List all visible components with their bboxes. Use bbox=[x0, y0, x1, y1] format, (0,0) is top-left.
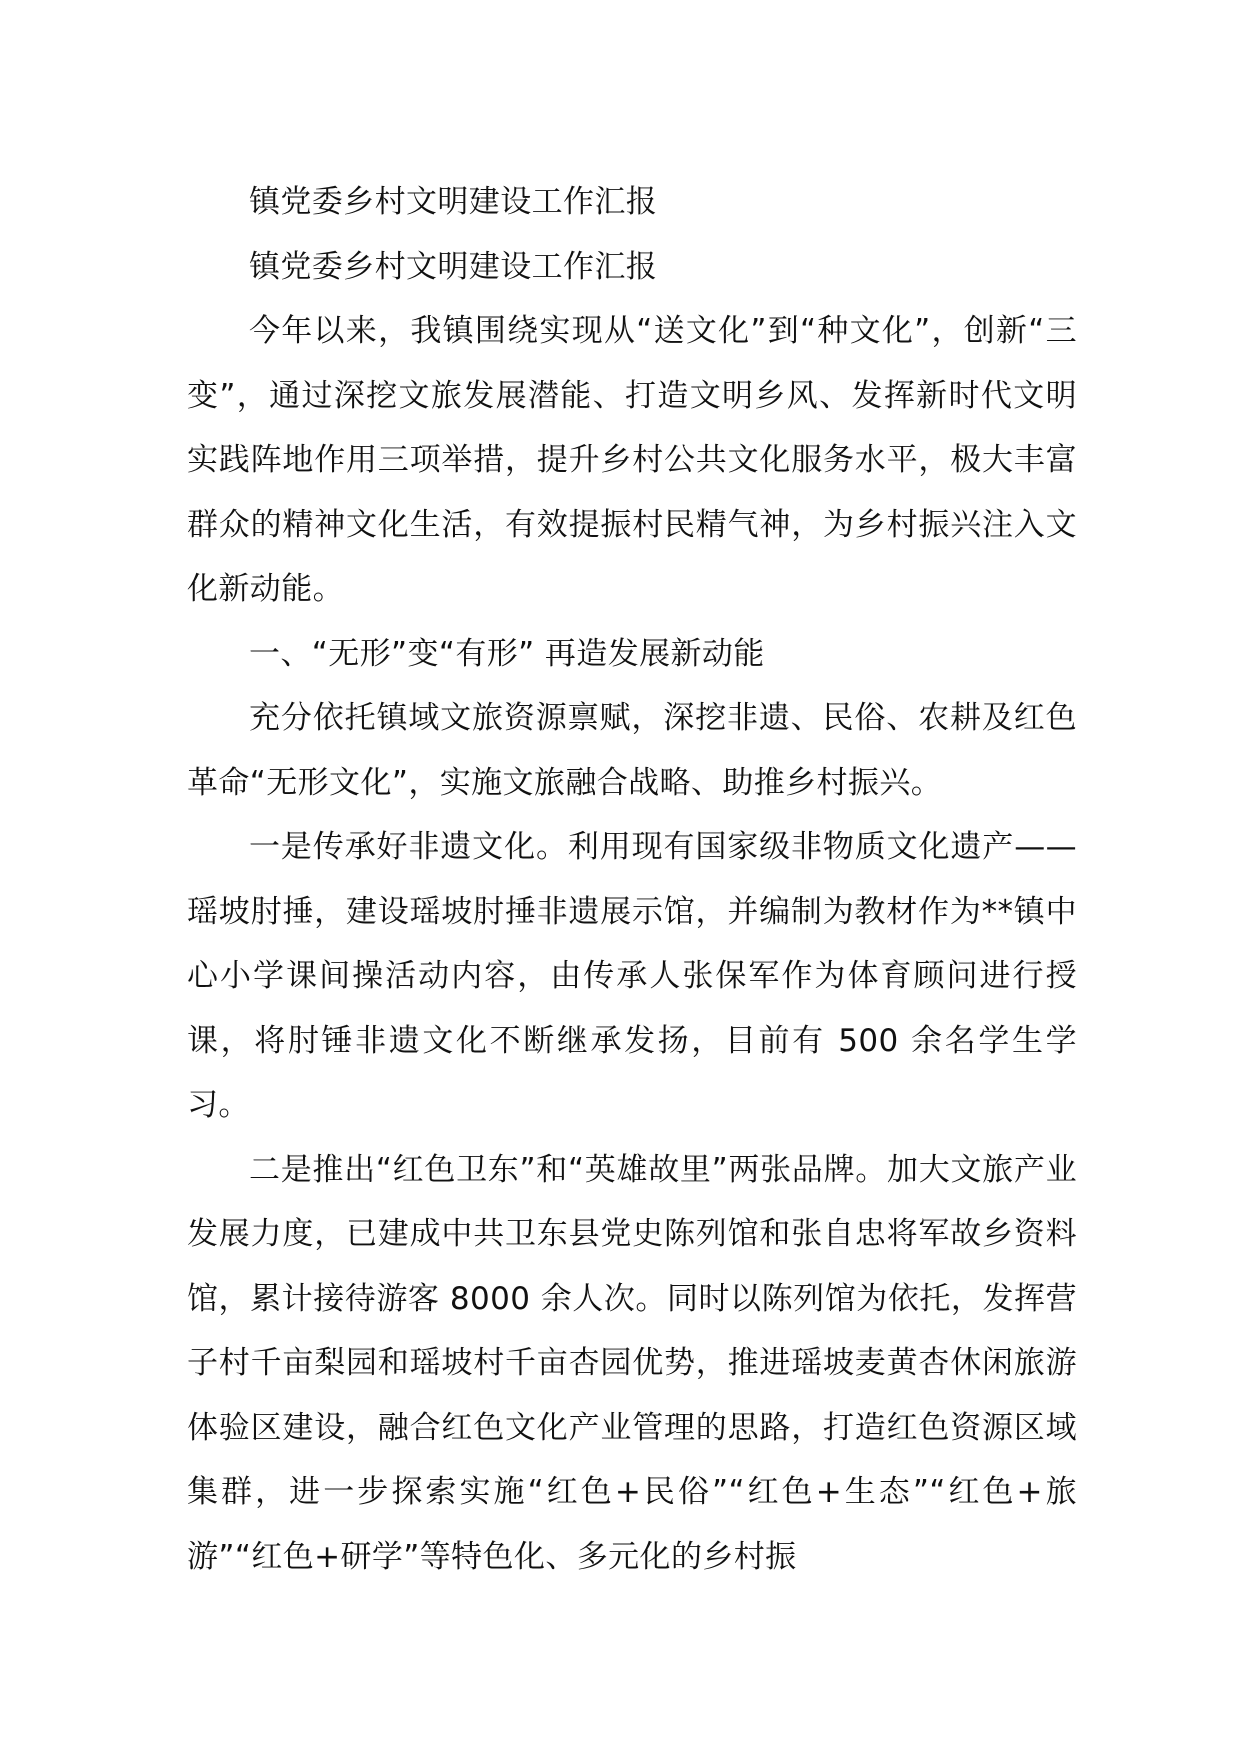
document-body bbox=[187, 170, 1077, 1589]
intro-paragraph: 今年以来，我镇围绕实现从“送文化”到“种文化”，创新“三变”，通过深挖文旅发展潜能、打造文明乡风、发挥新时代文明实践阵地作用三项举措，提升乡村公共文化服务水平，极大丰富群众的精神文化生活，有效提振村民精气神，为乡村振兴注入文化新动能。 bbox=[187, 313, 1077, 607]
red-brand-paragraph: 二是推出“红色卫东”和“英雄故里”两张品牌。加大文旅产业发展力度，已建成中共卫东县党史陈列馆和张自忠将军故乡资料馆，累计接待游客 8000 余人次。同时以陈列馆为依托，发挥营子村千亩梨园和瑶坡村千亩杏园优势，推进瑶坡麦黄杏休闲旅游体验区建设，融合红色文化产业管理的思路，打造红色资源区域集群，进一步探索实施“红色+民俗”“红色+生态”“红色+旅游”“红色+研学”等特色化、多元化的乡村振 bbox=[187, 1151, 1077, 1575]
section-heading-1: 一、“无形”变“有形” 再造发展新动能 bbox=[249, 635, 765, 672]
section-1-paragraph: 充分依托镇域文旅资源禀赋，深挖非遗、民俗、农耕及红色革命“无形文化”，实施文旅融合战略、助推乡村振兴。 bbox=[187, 700, 1077, 801]
heritage-paragraph: 一是传承好非遗文化。利用现有国家级非物质文化遗产——瑶坡肘捶，建设瑶坡肘捶非遗展示馆，并编制为教材作为**镇中心小学课间操活动内容，由传承人张保军作为体育顾问进行授课，将肘锤非遗文化不断继承发扬，目前有 500 余名学生学习。 bbox=[187, 829, 1077, 1123]
document-subtitle: 镇党委乡村文明建设工作汇报 bbox=[249, 248, 658, 285]
document-title: 镇党委乡村文明建设工作汇报 bbox=[249, 184, 658, 220]
